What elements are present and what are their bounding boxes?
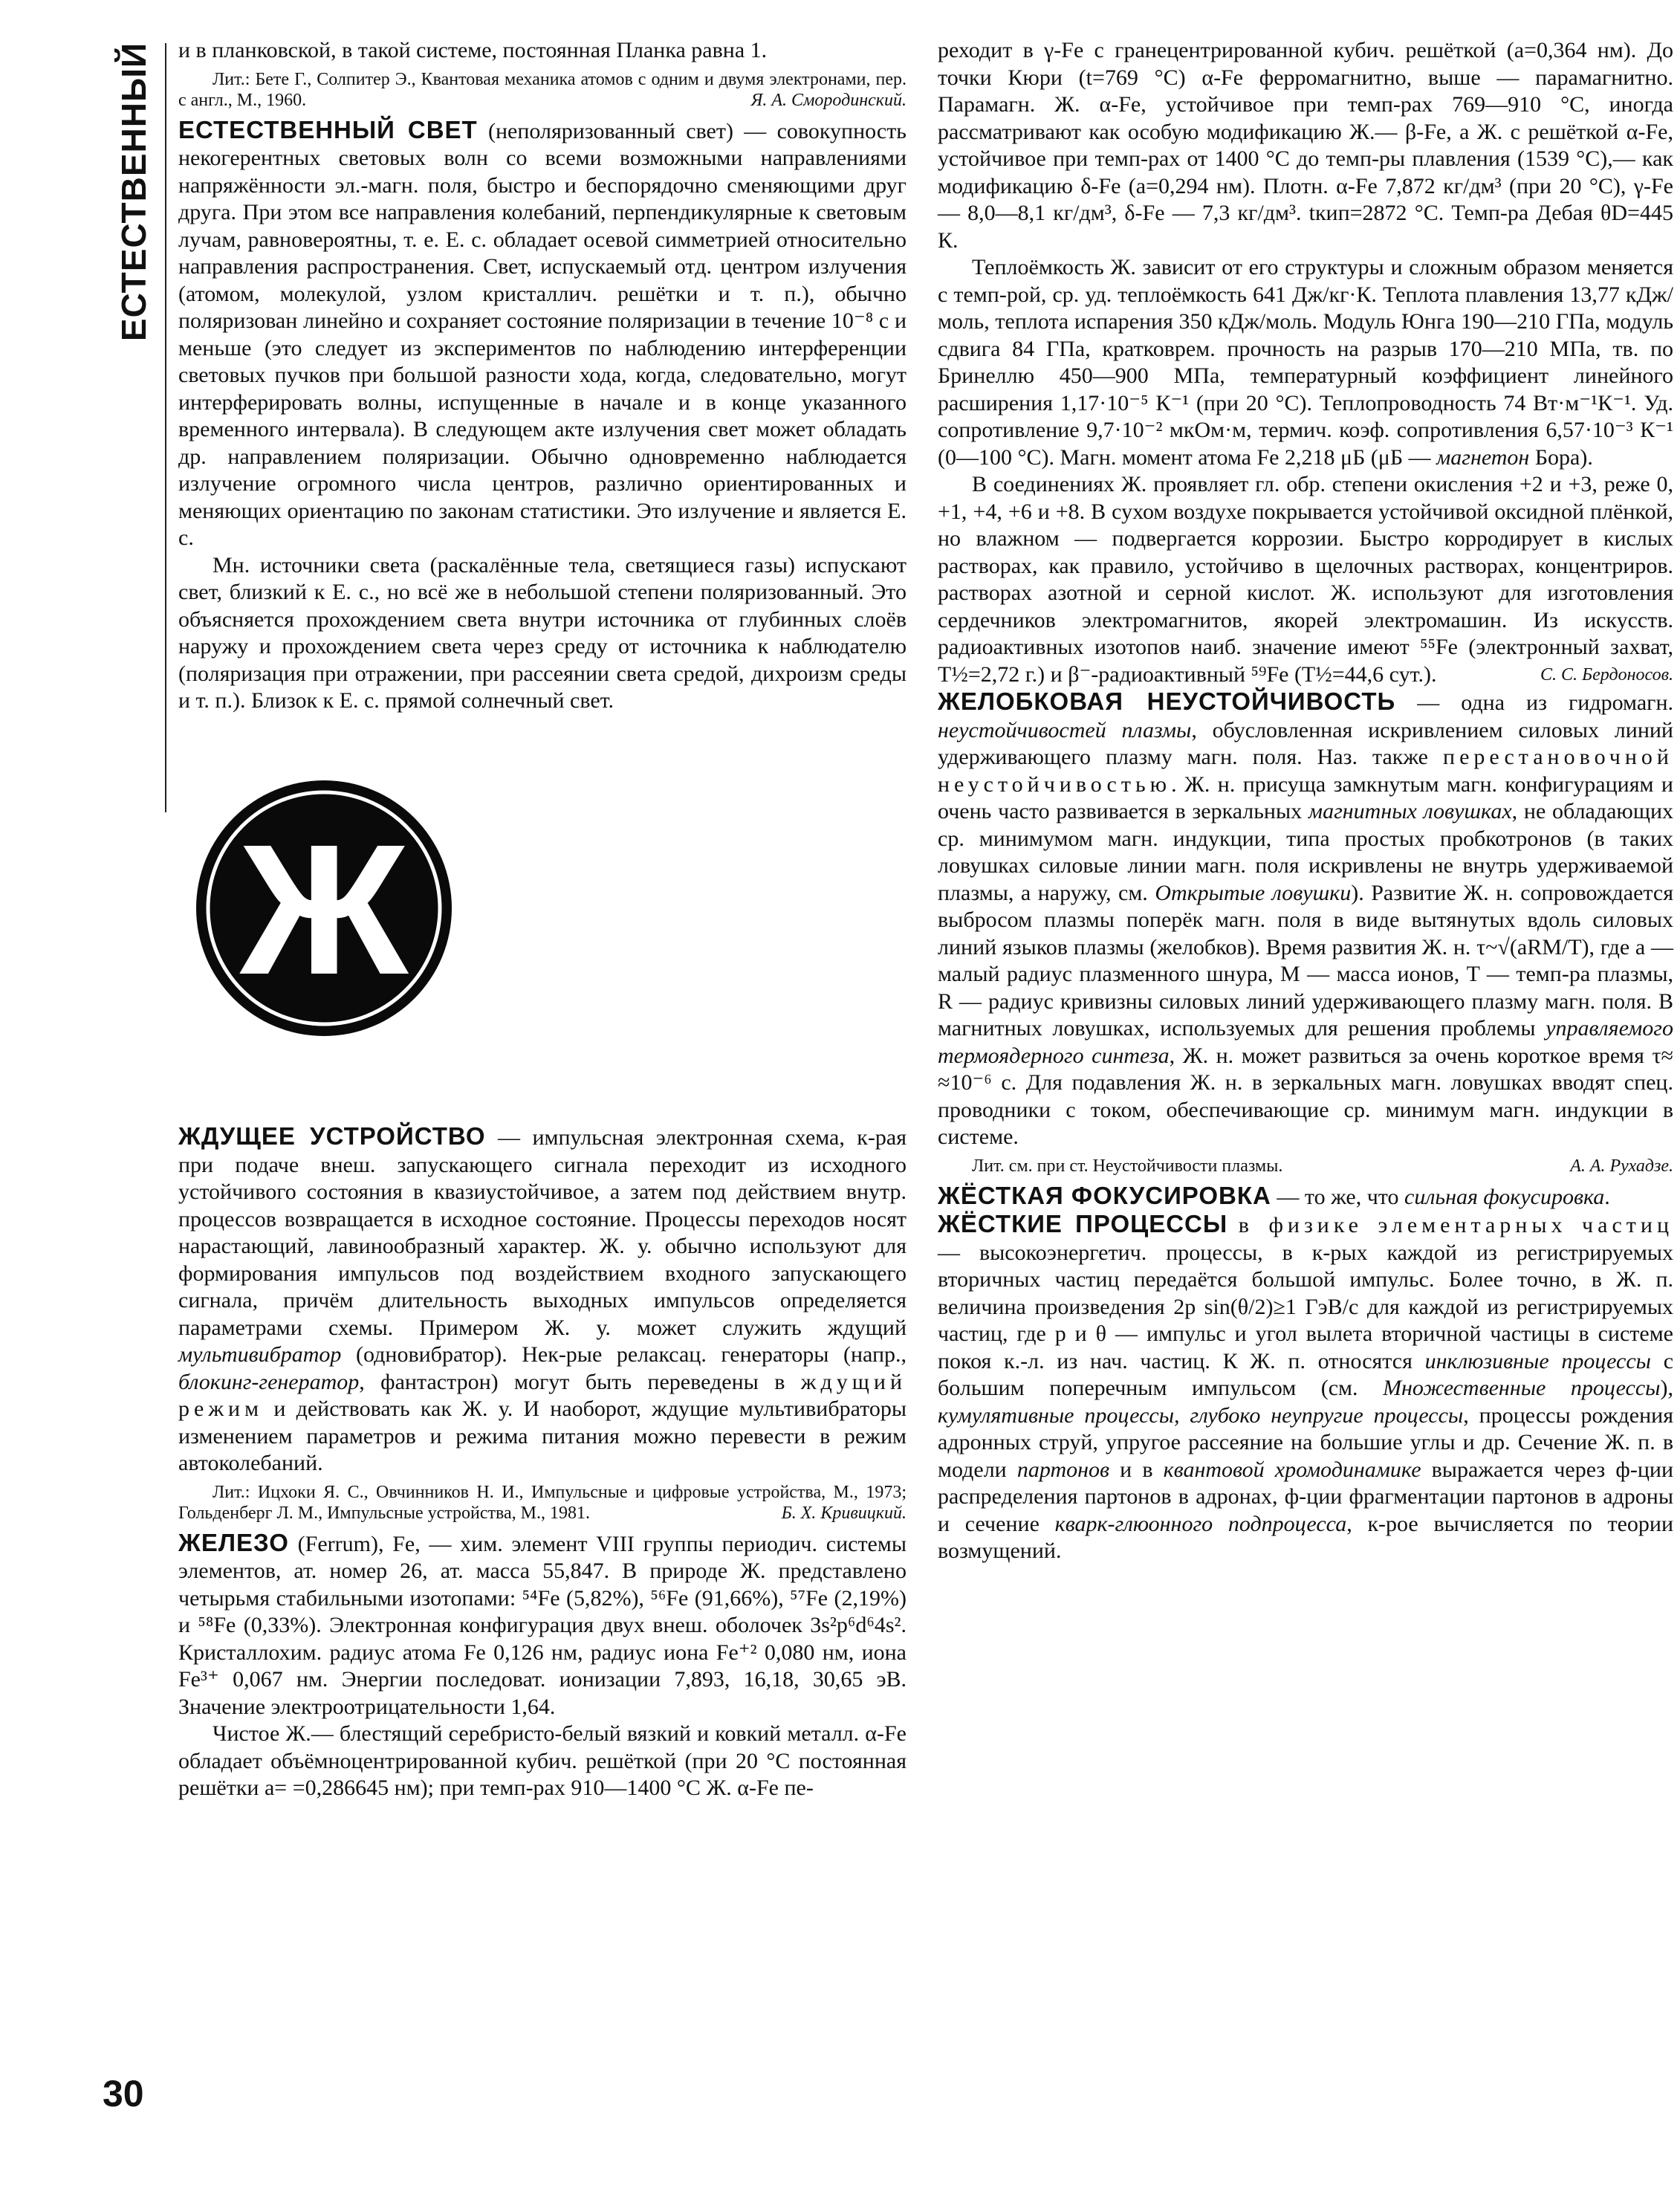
literature-ref: Лит.: Бете Г., Солпитер Э., Квантовая механика атомов с одним и двумя электронами, пер. с англ., М., 1960. Я. А. Смородинский. [178, 69, 907, 110]
entry-term: ЖДУЩЕЕ УСТРОЙСТВО [178, 1122, 486, 1150]
letter-logo [190, 774, 458, 1042]
paragraph: Теплоёмкость Ж. зависит от его структуры и сложным образом меняется с темп-рой, ср. уд. теплоёмкость 641 Дж/кг·К. Теплота плавления 13,77 кДж/моль, теплота испарения 350 кДж/моль. Модуль Юнга 190—210 ГПа, модуль сдвига 84 ГПа, кратковрем. прочность на разрыв 170—210 МПа, тв. по Бринеллю 450—900 МПа, температурный коэффициент линейного расширения 1,17·10⁻⁵ К⁻¹ (при 20 °С). Теплопроводность 74 Вт·м⁻¹К⁻¹. Уд. сопротивление 9,7·10⁻² мкОм·м, термич. коэф. сопротивления 6,57·10⁻³ К⁻¹ (0—100 °С). Магн. момент атома Fe 2,218 μБ (μБ — магнетон Бора). [938, 255, 1673, 470]
paragraph: и в планковской, в такой системе, постоянная Планка равна 1. [178, 38, 768, 62]
literature-ref: Лит.: Ицхоки Я. С., Овчинников Н. И., Импульсные и цифровые устройства, М., 1973; Гольденберг Л. М., Импульсные устройства, М., 1981. Б. Х. Кривицкий. [178, 1482, 907, 1523]
cross-reference: партонов [1016, 1457, 1110, 1482]
cross-reference: магнитных ловушках [1308, 799, 1512, 823]
literature-ref: Лит. см. при ст. Неустойчивости плазмы. А. А. Рухадзе. [972, 1156, 1673, 1176]
cross-reference: Открытые ловушки [1155, 880, 1352, 905]
cross-reference: инклюзивные процессы [1424, 1348, 1651, 1373]
cross-reference: мультивибратор [178, 1342, 342, 1367]
cross-reference: управляемого термоядерного синтеза [938, 1016, 1673, 1068]
running-head: ЕСТЕСТВЕННЫЙ [114, 42, 153, 342]
cross-reference: Множественные процессы [1383, 1376, 1661, 1400]
entry-term: ЖЕЛЕЗО [178, 1528, 289, 1556]
page-number: 30 [103, 2073, 144, 2114]
paragraph: Чистое Ж.— блестящий серебристо-белый вязкий и ковкий металл. α-Fe обладает объёмноцентрированной кубич. решёткой (при 20 °С постоянная решётки a= =0,286645 нм); при темп-рах 910—1400 °С Ж. α-Fe пе- [178, 1721, 907, 1800]
author: С. С. Бердоносов. [1540, 664, 1673, 685]
cross-reference: магнетон [1436, 444, 1530, 470]
entry-term: ЖЁСТКИЕ ПРОЦЕССЫ [938, 1210, 1228, 1237]
article-zhdushchee-ustroistvo: ЖДУЩЕЕ УСТРОЙСТВО — импульсная электронная схема, к-рая при подаче внеш. запускающего сигнала переходит из исходного устойчивого состояния в квазиустойчивое, а затем под действием внутр. процессов возвращается в исходное состояние. Процессы переходов носят нарастающий, лавинообразный характер. Ж. у. обычно используют для формирования импульсов под воздействием входного запускающего сигнала, причём длительность выходных импульсов определяется параметрами схемы. Примером Ж. у. может служить ждущий мультивибратор (одновибратор). Нек-рые релаксац. генераторы (напр., блокинг-генератор, фантастрон) могут быть переведены в ждущий режим и действовать как Ж. у. И наоборот, ждущие мультивибраторы изменением параметров и режима питания можно перевести в режим автоколебаний. [178, 1122, 907, 1475]
entry-term: ЖЕЛОБКОВАЯ НЕУСТОЙЧИВОСТЬ [938, 687, 1396, 715]
cross-reference: кумулятивные процессы, глубоко неупругие процессы [938, 1402, 1464, 1428]
paragraph: Мн. источники света (раскалённые тела, светящиеся газы) испускают свет, близкий к Е. с., но всё же в небольшой степени поляризованный. Это объясняется прохождением света внутри источника от глубинных слоёв наружу и прохождением света через среду от источника к наблюдателю (поляризация при отражении, при рассеянии света средой, дихроизм среды и т. п.). Близок к Е. с. прямой солнечный свет. [178, 552, 907, 713]
article-zhelobkovaya-neustoichivost: ЖЕЛОБКОВАЯ НЕУСТОЙЧИВОСТЬ — одна из гидромагн. неустойчивостей плазмы, обусловленная искривлением силовых линий удерживающего плазму магн. поля. Наз. также перестановочной неустойчивостью. Ж. н. присуща замкнутым магн. конфигурациям и очень часто развивается в зеркальных магнитных ловушках, не обладающих ср. минимумом магн. индукции, типа простых пробкотронов (в таких ловушках силовые линии магн. поля искривлены не внутрь удерживаемой плазмы, а наружу, см. Открытые ловушки). Развитие Ж. н. сопровождается выбросом плазмы поперёк магн. поля в виде вытянутых вдоль силовых линий языков плазмы (желобков). Время развития Ж. н. τ~√(aRM/T), где a — малый радиус плазменного шнура, M — масса ионов, T — темп-ра плазмы, R — радиус кривизны силовых линий удерживающего плазму магн. поля. В магнитных ловушках, используемых для решения проблемы управляемого термоядерного синтеза, Ж. н. может развиться за очень короткое время τ≈ ≈10⁻⁶ с. Для подавления Ж. н. в зеркальных магн. ловушках вводят спец. проводники с током, обеспечивающие ср. минимум магн. индукции в системе. [938, 687, 1673, 1149]
entry-term: ЕСТЕСТВЕННЫЙ СВЕТ [178, 115, 478, 143]
article-zhestkaya-fokusirovka: ЖЁСТКАЯ ФОКУСИРОВКА — то же, что сильная фокусировка. [938, 1181, 1610, 1209]
left-column [178, 37, 907, 1802]
column-rule [165, 43, 166, 812]
cross-reference: сильная фокусировка [1404, 1184, 1605, 1209]
cross-reference: квантовой хромодинамике [1163, 1457, 1421, 1482]
logo-letter: Ж [240, 805, 408, 1013]
cross-reference: кварк-глюонного подпроцесса [1054, 1511, 1347, 1536]
article-zhestkie-protsessy: ЖЁСТКИЕ ПРОЦЕССЫ в физике элементарных частиц — высокоэнергетич. процессы, в к-рых каждой из регистрируемых вторичных частиц передаётся большой импульс. Более точно, в Ж. п. величина произведения 2p sin(θ/2)≥1 ГэВ/c для каждой из регистрируемых частиц, где p и θ — импульс и угол вылета вторичной частицы в системе покоя к.-л. из нач. частиц. К Ж. п. относятся инклюзивные процессы с большим поперечным импульсом (см. Множественные процессы), кумулятивные процессы, глубоко неупругие процессы, процессы рождения адронных струй, упругое рассеяние на большие углы и др. Сечение Ж. п. в модели партонов и в квантовой хромодинамике выражается через ф-ции распределения партонов в адронах, ф-ции фрагментации партонов в адроны и сечение кварк-глюонного подпроцесса, к-рое вычисляется по теории возмущений. [938, 1210, 1674, 1563]
cross-reference: блокинг-генератор [178, 1369, 360, 1394]
paragraph: В соединениях Ж. проявляет гл. обр. степени окисления +2 и +3, реже 0, +1, +4, +6 и +8. В сухом воздухе покрывается устойчивой оксидной плёнкой, но влажном — подвергается коррозии. Быстро корродирует в кислых растворах, как правило, устойчиво в щелочных растворах, концентриров. растворах азотной и серной кислот. Ж. используют для изготовления сердечников электромагнитов, якорей электромашин. Из искусств. радиоактивных изотопов наиб. значение имеют ⁵⁵Fe (электронный захват, T½=2,72 г.) и β⁻-радиоактивный ⁵⁹Fe (T½=44,6 сут.). С. С. Бердоносов. [938, 471, 1673, 688]
right-column [938, 37, 1673, 1565]
entry-term: ЖЁСТКАЯ ФОКУСИРОВКА [938, 1181, 1271, 1209]
article-zhelezo: ЖЕЛЕЗО (Ferrum), Fe, — хим. элемент VIII группы периодич. системы элементов, ат. номер 26, ат. масса 55,847. В природе Ж. представлено четырьмя стабильными изотопами: ⁵⁴Fe (5,82%), ⁵⁶Fe (91,66%), ⁵⁷Fe (2,19%) и ⁵⁸Fe (0,33%). Электронная конфигурация двух внеш. оболочек 3s²p⁶d⁶4s². Кристаллохим. радиус атома Fe 0,126 нм, радиус иона Fe⁺² 0,080 нм, иона Fe³⁺ 0,067 нм. Энергии последоват. ионизации 7,893, 16,18, 30,65 эВ. Значение электроотрицательности 1,64. [178, 1528, 907, 1719]
paragraph: реходит в γ-Fe с гранецентрированной кубич. решёткой (a=0,364 нм). До точки Кюри (t=769 °С) α-Fe ферромагнитно, выше — парамагнитно. Парамагн. Ж. α-Fe, устойчивое при темп-рах 769—910 °С, иногда рассматривают как особую модификацию Ж.— β-Fe, а Ж. с решёткой α-Fe, устойчивое при темп-рах от 1400 °С до темп-ры плавления (1539 °С),— как модификацию δ-Fe (a=0,294 нм). Плотн. α-Fe 7,872 кг/дм³ (при 20 °С), γ-Fe — 8,0—8,1 кг/дм³, δ-Fe — 7,3 кг/дм³. tкип=2872 °С. Темп-ра Дебая θD=445 К. [938, 38, 1673, 253]
cross-reference: неустойчивостей плазмы [938, 717, 1192, 742]
article-estestvennyi-svet: ЕСТЕСТВЕННЫЙ СВЕТ (неполяризованный свет) — совокупность некогерентных световых волн со всеми возможными направлениями напряжённости эл.-магн. поля, быстро и беспорядочно сменяющими друг друга. При этом все направления колебаний, перпендикулярные к световым лучам, равновероятны, т. е. Е. с. обладает осевой симметрией относительно направления распространения. Свет, испускаемый отд. центром излучения (атомом, молекулой, узлом кристаллич. решётки и т. п.), обычно поляризован линейно и сохраняет состояние поляризации в течение 10⁻⁸ с и меньше (это следует из экспериментов по наблюдению интерференции световых пучков при большой разности хода, когда, следовательно, могут интерферировать волны, испущенные в начале и в конце указанного временного интервала). В следующем акте излучения свет может обладать др. направлением поляризации. Обычно одновременно наблюдается излучение огромного числа центров, различно ориентированных и меняющих ориентацию по законам статистики. Это излучение и является Е. с. [178, 115, 907, 550]
